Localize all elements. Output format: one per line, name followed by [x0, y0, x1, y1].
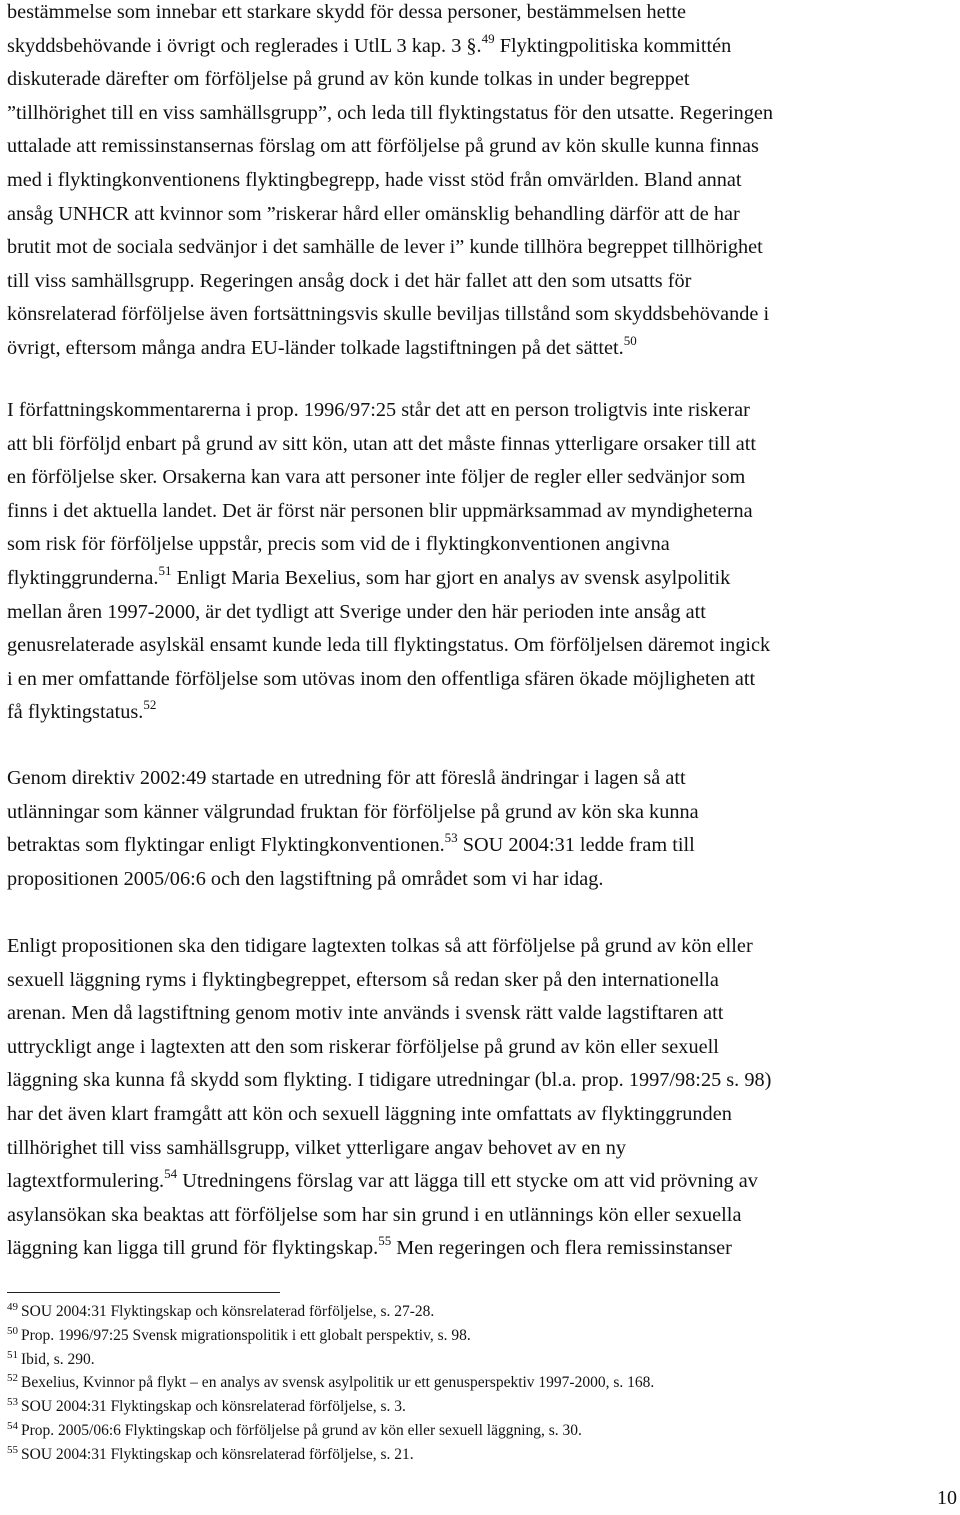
text-run: Enligt Maria Bexelius, som har gjort en analys av svensk asylpolitik: [171, 566, 731, 589]
page-number: 10: [937, 1487, 957, 1509]
text-line: [7, 461, 957, 495]
paragraph-4: [7, 930, 957, 1266]
text-run: Genom direktiv 2002:49 startade en utredning för att föreslå ändringar i lagen så att: [7, 767, 686, 789]
footnote-reference[interactable]: 50: [623, 332, 637, 348]
footnote-item: [7, 1419, 957, 1443]
text-run: övrigt, eftersom många andra EU-länder tolkade lagstiftningen på det sättet.: [7, 336, 624, 359]
text-run: finns i det aktuella landet. Det är först när personen blir uppmärksammad av myndigheterna: [7, 499, 753, 522]
text-run: Utredningens förslag var att lägga till ett stycke om att vid prövning av: [177, 1170, 758, 1193]
footnote-item: [7, 1443, 957, 1467]
text-run: flyktinggrunderna.: [7, 566, 159, 589]
text-line: [7, 997, 957, 1031]
text-line: [7, 30, 957, 64]
footnote-reference[interactable]: 53: [444, 830, 458, 846]
footnote-number: 52: [7, 1372, 18, 1385]
text-run: sexuell läggning ryms i flyktingbegreppet, eftersom så redan sker på den internationella: [7, 968, 719, 991]
text-run: könsrelaterad förföljelse även fortsättningsvis skulle beviljas tillstånd som skyddsbehövande i: [7, 303, 770, 326]
text-run: Men regeringen och flera remissinstanser: [391, 1237, 732, 1260]
footnote-text: Ibid, s. 290.: [21, 1350, 95, 1368]
text-line: [7, 1199, 957, 1233]
text-run: uttryckligt ange i lagtexten att den som riskerar förföljelse på grund av kön eller sexuell: [7, 1035, 719, 1058]
text-line: [7, 829, 957, 863]
text-run: ”tillhörighet till en viss samhällsgrupp”, och leda till flyktingstatus för den utsatte. Regeringen: [7, 101, 774, 124]
text-run: uttalade att remissinstansernas förslag om att förföljelse på grund av kön skulle kunna finnas: [7, 135, 759, 158]
text-line: [7, 696, 957, 730]
text-run: arenan. Men då lagstiftning genom motiv inte används i svensk rätt valde lagstiftaren att: [7, 1002, 724, 1025]
text-run: betraktas som flyktingar enligt Flyktingkonventionen.: [7, 834, 445, 857]
footnote-item: [7, 1371, 957, 1395]
text-line: [7, 1098, 957, 1132]
text-line: [7, 629, 957, 663]
text-line: [7, 1232, 957, 1266]
text-run: Enligt propositionen ska den tidigare lagtexten tolkas så att förföljelse på grund av kön eller: [7, 935, 753, 957]
text-line: [7, 394, 957, 428]
text-line: [7, 596, 957, 630]
text-line: [7, 1031, 957, 1065]
text-run: läggning ska kunna få skydd som flykting. I tidigare utredningar (bl.a. prop. 1997/98:25 s. 98): [7, 1069, 772, 1092]
footnote-number: 50: [7, 1324, 18, 1337]
text-line: [7, 0, 957, 30]
text-run: lagtextformulering.: [7, 1170, 165, 1193]
footnote-number: 51: [7, 1348, 18, 1361]
text-line: [7, 762, 957, 796]
footnotes: [7, 1300, 957, 1467]
text-line: [7, 1132, 957, 1166]
text-run: I författningskommentarerna i prop. 1996/97:25 står det att en person troligtvis inte riskerar: [7, 399, 750, 421]
footnote-reference[interactable]: 54: [164, 1166, 178, 1182]
text-line: [7, 332, 957, 366]
text-line: [7, 796, 957, 830]
text-run: bestämmelse som innebar ett starkare skydd för dessa personer, bestämmelsen hette: [7, 1, 686, 23]
footnote-item: [7, 1324, 957, 1348]
text-line: [7, 964, 957, 998]
text-line: [7, 562, 957, 596]
paragraph-2: [7, 394, 957, 730]
footnote-number: 53: [7, 1396, 18, 1409]
footnote-text: SOU 2004:31 Flyktingskap och könsrelaterad förföljelse, s. 27-28.: [21, 1303, 435, 1320]
text-line: [7, 930, 957, 964]
text-line: [7, 231, 957, 265]
footnote-separator: [7, 1292, 280, 1293]
footnote-reference[interactable]: 55: [378, 1233, 392, 1249]
text-line: [7, 164, 957, 198]
text-run: med i flyktingkonventionens flyktingbegrepp, hade visst stöd från omvärlden. Bland annat: [7, 168, 742, 191]
text-run: asylansökan ska beaktas att förföljelse som har sin grund i en utlännings kön eller sexuella: [7, 1203, 742, 1226]
text-run: få flyktingstatus.: [7, 701, 144, 724]
footnote-text: Prop. 1996/97:25 Svensk migrationspolitik i ett globalt perspektiv, s. 98.: [21, 1326, 471, 1344]
text-line: [7, 495, 957, 529]
text-run: läggning kan ligga till grund för flyktingskap.: [7, 1237, 379, 1260]
text-line: [7, 97, 957, 131]
text-run: brutit mot de sociala sedvänjor i det samhälle de lever i” kunde tillhöra begreppet tillhörighet: [7, 236, 763, 259]
text-run: genusrelaterade asylskäl ensamt kunde leda till flyktingstatus. Om förföljelsen däremot ingick: [7, 634, 771, 657]
text-line: [7, 1064, 957, 1098]
text-run: SOU 2004:31 ledde fram till: [457, 834, 695, 857]
footnote-item: [7, 1348, 957, 1372]
text-run: tillhörighet till viss samhällsgrupp, vilket ytterligare angav behovet av en ny: [7, 1136, 627, 1159]
footnote-reference[interactable]: 51: [158, 562, 172, 578]
footnote-number: 55: [7, 1443, 18, 1456]
text-run: som risk för förföljelse uppstår, precis som vid de i flyktingkonventionen angivna: [7, 533, 670, 556]
text-run: en förföljelse sker. Orsakerna kan vara att personer inte följer de regler eller sedvänjor som: [7, 466, 746, 489]
footnote-reference[interactable]: 52: [143, 697, 157, 713]
text-run: mellan åren 1997-2000, är det tydligt att Sverige under den här perioden inte ansåg att: [7, 600, 706, 623]
text-run: ansåg UNHCR att kvinnor som ”riskerar hård eller omänsklig behandling därför att de har: [7, 202, 740, 225]
text-run: propositionen 2005/06:6 och den lagstiftning på området som vi har idag.: [7, 867, 604, 890]
paragraph-1: [7, 0, 957, 366]
text-run: Flyktingpolitiska kommittén: [494, 34, 732, 57]
text-run: skyddsbehövande i övrigt och reglerades i UtlL 3 kap. 3 §.: [7, 34, 482, 57]
text-line: [7, 863, 957, 897]
footnote-text: Prop. 2005/06:6 Flyktingskap och förföljelse på grund av kön eller sexuell läggning, s. 30.: [21, 1421, 582, 1439]
footnote-number: 54: [7, 1419, 18, 1432]
text-line: [7, 428, 957, 462]
footnote-number: 49: [7, 1301, 18, 1313]
text-run: till viss samhällsgrupp. Regeringen ansåg dock i det här fallet att den som utsatts för: [7, 269, 692, 292]
text-line: [7, 1165, 957, 1199]
footnote-text: Bexelius, Kvinnor på flykt – en analys av svensk asylpolitik ur ett genusperspektiv 1997-2000, s. 168.: [21, 1374, 655, 1392]
text-run: i en mer omfattande förföljelse som utövas inom den offentliga sfären ökade möjligheten att: [7, 667, 756, 690]
text-run: att bli förföljd enbart på grund av sitt kön, utan att det måste finnas ytterligare orsaker till att: [7, 432, 757, 455]
text-line: [7, 198, 957, 232]
text-line: [7, 663, 957, 697]
text-line: [7, 63, 957, 97]
text-line: [7, 528, 957, 562]
text-line: [7, 265, 957, 299]
footnote-text: SOU 2004:31 Flyktingskap och könsrelaterad förföljelse, s. 21.: [21, 1445, 414, 1463]
footnote-reference[interactable]: 49: [481, 30, 495, 46]
text-line: [7, 298, 957, 332]
text-run: diskuterade därefter om förföljelse på grund av kön kunde tolkas in under begreppet: [7, 68, 690, 91]
footnote-item: [7, 1395, 957, 1419]
footnote-item: [7, 1300, 957, 1324]
footnote-text: SOU 2004:31 Flyktingskap och könsrelaterad förföljelse, s. 3.: [21, 1398, 406, 1416]
text-run: utlänningar som känner välgrundad fruktan för förföljelse på grund av kön ska kunna: [7, 800, 699, 823]
text-line: [7, 130, 957, 164]
text-run: har det även klart framgått att kön och sexuell läggning inte omfattats av flyktinggrunden: [7, 1102, 732, 1125]
paragraph-3: [7, 762, 957, 896]
